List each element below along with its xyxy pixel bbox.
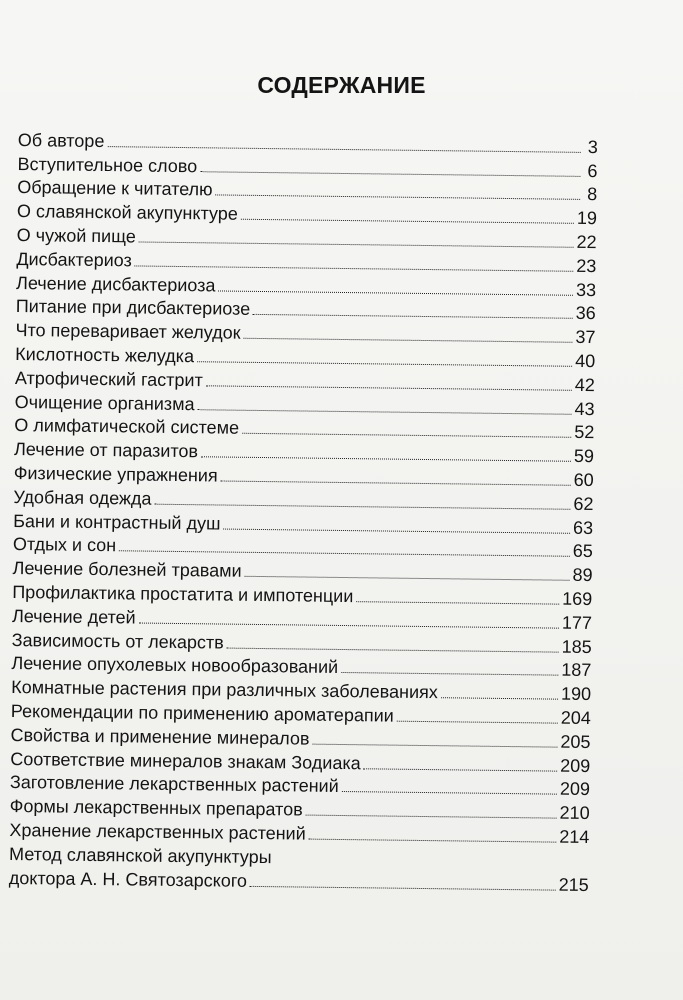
toc-entry-label: Дисбактериоз xyxy=(16,248,132,271)
dot-leader xyxy=(139,241,574,247)
toc-entry-label: О чужой пище xyxy=(16,224,136,247)
toc-entry-label: Бани и контрастный душ xyxy=(13,510,221,534)
dot-leader xyxy=(197,409,571,415)
toc-entry-label: Питание при дисбактериозе xyxy=(15,296,251,320)
toc-entry-page: 43 xyxy=(574,398,595,419)
dot-leader xyxy=(441,697,558,699)
toc-entry-label: О славянской акупунктуре xyxy=(16,201,238,224)
dot-leader xyxy=(306,815,557,819)
dot-leader xyxy=(309,839,557,843)
toc-entry-label: Формы лекарственных препаратов xyxy=(9,796,303,820)
toc-entry-page: 59 xyxy=(573,445,595,467)
dot-leader xyxy=(223,528,570,533)
toc-entry-label: Лечение опухолевых новообразований xyxy=(11,653,339,678)
toc-entry-label: Удобная одежда xyxy=(13,486,152,509)
dot-leader xyxy=(221,480,571,485)
dot-leader xyxy=(241,219,574,224)
toc-entry-page: 215 xyxy=(558,874,589,895)
toc-entry-label: Хранение лекарственных растений xyxy=(9,819,306,844)
toc-entry-page: 89 xyxy=(572,564,593,586)
toc-entry-page: 185 xyxy=(561,636,592,657)
toc-entry-page: 52 xyxy=(574,422,595,443)
toc-entry-page: 210 xyxy=(559,802,590,824)
toc-entry-label: Обращение к читателю xyxy=(17,177,213,200)
toc-entry-label: Физические упражнения xyxy=(13,462,218,486)
dot-leader xyxy=(342,791,557,795)
toc-entry-page: 6 xyxy=(587,160,598,181)
toc-entry-page: 36 xyxy=(575,303,596,324)
toc-entry-label-line1: Метод славянской акупунктуры xyxy=(8,843,272,867)
toc-entry-label: Об авторе xyxy=(17,129,105,151)
toc-entry-page: 177 xyxy=(561,612,593,633)
page-title: СОДЕРЖАНИЕ xyxy=(257,72,426,98)
toc-entry-page: 19 xyxy=(576,208,598,229)
dot-leader xyxy=(201,456,571,462)
dot-leader xyxy=(119,551,570,558)
toc-entry-page: 62 xyxy=(573,493,594,514)
toc-entry-page: 187 xyxy=(561,660,592,681)
dot-leader xyxy=(139,622,559,628)
dot-leader xyxy=(364,768,558,771)
dot-leader xyxy=(253,314,573,319)
dot-leader xyxy=(356,601,559,604)
toc-entry-label-line2: доктора А. Н. Святозарского xyxy=(8,867,248,891)
toc-entry-page: 209 xyxy=(559,778,591,800)
dot-leader xyxy=(154,503,570,509)
dot-leader xyxy=(245,576,570,581)
toc-entry-page: 8 xyxy=(587,184,598,205)
toc-entry-label: Отдых и сон xyxy=(12,534,117,556)
toc-entry-label: Очищение организма xyxy=(14,391,195,414)
toc-entry-label: Лечение от паразитов xyxy=(13,439,199,462)
dot-leader xyxy=(243,338,572,343)
toc-entry-label: Лечение дисбактериоза xyxy=(15,272,216,296)
dot-leader xyxy=(341,672,558,676)
toc-entry-page: 204 xyxy=(560,707,591,728)
dot-leader xyxy=(250,885,556,890)
toc-entry-page: 22 xyxy=(576,231,597,253)
toc-entry-page: 63 xyxy=(572,517,594,538)
toc-entry-label: Зависимость от лекарств xyxy=(11,629,224,653)
dot-leader xyxy=(242,433,571,438)
toc-entry-label: Свойства и применение минералов xyxy=(10,724,310,749)
toc-entry-page: 205 xyxy=(560,731,591,752)
toc-entry-label: Комнатные растения при различных заболеваниях xyxy=(11,677,438,703)
toc-entry-page: 65 xyxy=(572,541,593,562)
dot-leader xyxy=(218,290,573,295)
toc-entry-page: 37 xyxy=(575,326,596,348)
toc-entry-page: 190 xyxy=(560,683,592,705)
toc-entry-label: Рекомендации по применению ароматерапии xyxy=(10,700,394,726)
dot-leader xyxy=(197,361,572,367)
toc-entry-label: Вступительное слово xyxy=(17,153,198,176)
toc-entry-page: 209 xyxy=(560,755,591,776)
toc-entry-label: Кислотность желудка xyxy=(15,343,195,367)
toc-entry-label: Профилактика простатита и импотенции xyxy=(12,581,354,607)
toc-entry-page: 42 xyxy=(574,374,596,395)
dot-leader xyxy=(107,146,580,153)
toc-entry-label: Соответствие минералов знакам Зодиака xyxy=(10,748,361,773)
toc-entry-label: Атрофический гастрит xyxy=(14,367,203,391)
toc-entry-label: Заготовление лекарственных растений xyxy=(9,772,339,797)
toc-entry-page: 23 xyxy=(576,255,597,276)
dot-leader xyxy=(206,385,572,390)
dot-leader xyxy=(227,647,559,652)
toc-entry-page: 60 xyxy=(573,469,594,491)
dot-leader xyxy=(312,743,557,747)
toc-entry-label: Что переваривает желудок xyxy=(15,320,241,343)
dot-leader xyxy=(397,721,558,724)
toc-entry-page: 3 xyxy=(587,136,598,157)
toc-entry-page: 33 xyxy=(575,279,597,300)
toc-entry-page: 40 xyxy=(575,350,596,372)
toc-entry-label: Лечение болезней травами xyxy=(12,558,242,581)
dot-leader xyxy=(216,195,581,200)
dot-leader xyxy=(200,171,580,177)
table-of-contents xyxy=(9,127,598,896)
toc-entry-label: Лечение детей xyxy=(11,605,136,628)
toc-entry-page: 214 xyxy=(559,826,590,847)
toc-entry-page: 169 xyxy=(562,588,593,609)
dot-leader xyxy=(135,265,574,271)
toc-entry-label: О лимфатической системе xyxy=(14,415,240,439)
